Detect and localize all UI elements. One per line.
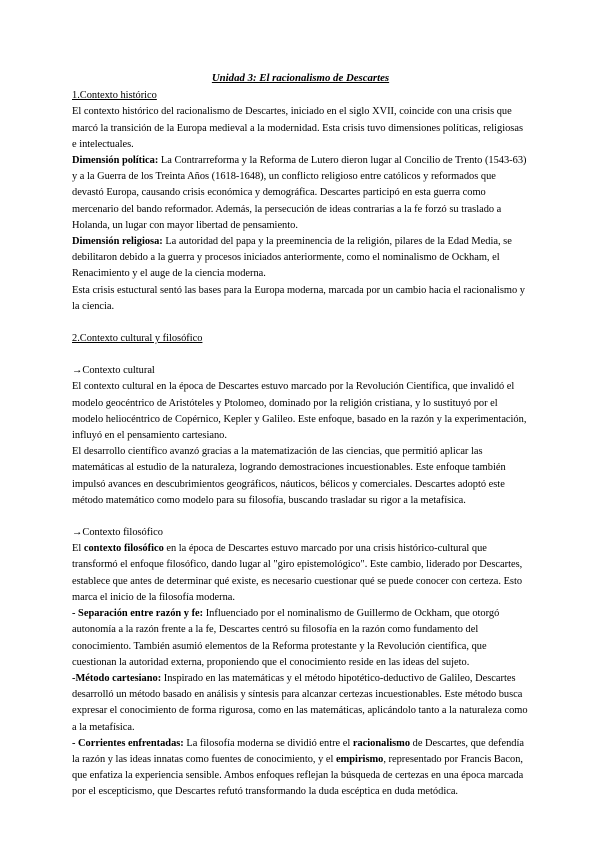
bold-term: racionalismo [352, 737, 411, 749]
religious-dimension-text: La autoridad del papa y la preeminencia de la religión, pilares de la Edad Media, se debilitaron debido a la guerra y procesos iniciados anteriormente, como el nominalismo de Ockham, el Renacimiento y el auge de la ciencia moderna. [72, 236, 512, 280]
political-dimension-paragraph [72, 153, 529, 234]
opposing-currents-paragraph [72, 736, 529, 801]
cultural-paragraph-2: El desarrollo científico avanzó gracias a la matematización de las ciencias, que permitió aplicar las matemáticas al estudio de la naturaleza, logrando demostraciones incuestionables. Este enfoque también impulsó avances en descubrimientos geográficos, náuticos, bélicos y comerciales. Descartes adoptó este método matemático como modelo para su filosofía, buscando trasladar su rigor a la metafísica. [72, 446, 506, 506]
political-dimension-text: La Contrarreforma y la Reforma de Lutero dieron lugar al Concilio de Trento (1543-63) y a la Guerra de los Treinta Años (1618-1648), un conflicto religioso entre católicos y reformados que devastó Europa, causando crisis económica y demográfica. Descartes participó en esta guerra como mercenario del bando reformador. Además, la persecución de ideas contrarias a la fe forzó su traslado a Holanda, un lugar con mayor libertad de pensamiento. [72, 155, 527, 231]
cartesian-method-paragraph [72, 671, 529, 736]
text-span: en la época de Descartes estuvo marcado por una crisis histórico-cultural que transformó el enfoque filosófico, dando lugar al "giro epistemológico". Este cambio, liderado por Descartes, establece que antes de determinar qué existe, es necesario cuestionar qué se puede conocer con certeza. Esto marca el inicio de la filosofía moderna. [72, 543, 523, 603]
historical-closing-paragraph: Esta crisis estuctural sentó las bases para la Europa moderna, marcada por un cambio hacia el racionalismo y la ciencia. [72, 284, 525, 312]
cartesian-method-label: -Método cartesiano: [72, 672, 162, 684]
text-span: Influenciado por el nominalismo de Guillermo de Ockham, que otorgó autonomía a la razón frente a la fe, Descartes centró su filosofía en la razón como fundamento del conocimiento. También asumió elementos de la Reforma protestante y la Revolución científica, que cuestionan la autoridad externa, proponiendo que el conocimiento reside en las ideas del sujeto. [72, 608, 500, 668]
section-heading-cultural-philosophical: 2.Contexto cultural y filosófico [72, 333, 203, 345]
reason-faith-paragraph [72, 606, 529, 671]
subheading-cultural-context: →Contexto cultural [72, 365, 155, 377]
religious-dimension-label: Dimensión religiosa: [72, 236, 163, 248]
text-span: La filosofía moderna se dividió entre el [183, 737, 353, 749]
document-page [72, 70, 529, 801]
political-dimension-label: Dimensión política: [72, 155, 159, 167]
section-heading-historical-context: 1.Contexto histórico [72, 90, 157, 102]
bold-term: empirismo [336, 753, 384, 765]
cultural-paragraph-1: El contexto cultural en la época de Descartes estuvo marcado por la Revolución Científica, que invalidó el modelo geocéntrico de Aristóteles y Ptolomeo, dominado por la religión cristiana, y lo sustituyó por el modelo heliocéntrico de Copérnico, Kepler y Galileo. Este enfoque, basado en la razón y la experimentación, influyó en el pensamiento cartesiano. [72, 381, 527, 442]
philosophical-intro-paragraph [72, 541, 529, 606]
bold-term: contexto filosófico [83, 543, 164, 555]
reason-faith-label: - Separación entre razón y fe: [72, 608, 204, 620]
text-span: de Descartes, que defendía la razón y las ideas innatas como fuentes de conocimiento, y el [72, 737, 524, 765]
historical-intro-paragraph: El contexto histórico del racionalismo de Descartes, iniciado en el siglo XVII, coincide con una crisis que marcó la transición de la Europa medieval a la modernidad. Esta crisis tuvo dimensiones políticas, religiosas e intelectuales. [72, 106, 523, 150]
document-title: Unidad 3: El racionalismo de Descartes [211, 72, 390, 84]
text-span: , representado por Francis Bacon, que enfatiza la experiencia sensible. Ambos enfoques reflejan la búsqueda de certezas en una época marcada por el escepticismo, que Descartes refutó transformando la duda escéptica en duda metódica. [72, 753, 524, 798]
subheading-philosophical-context: →Contexto filosófico [72, 527, 163, 539]
religious-dimension-paragraph [72, 234, 529, 283]
text-span: El [72, 543, 84, 555]
text-span: Inspirado en las matemáticas y el método hipotético-deductivo de Galileo, Descartes desarrolló un método basado en análisis y síntesis para alcanzar certezas incuestionables. Este método busca expresar el conocimiento de forma rigurosa, como en las matemáticas, aplicándolo tanto a la naturaleza como a la metafísica. [72, 672, 528, 733]
opposing-currents-label: - Corrientes enfrentadas: [72, 737, 184, 749]
